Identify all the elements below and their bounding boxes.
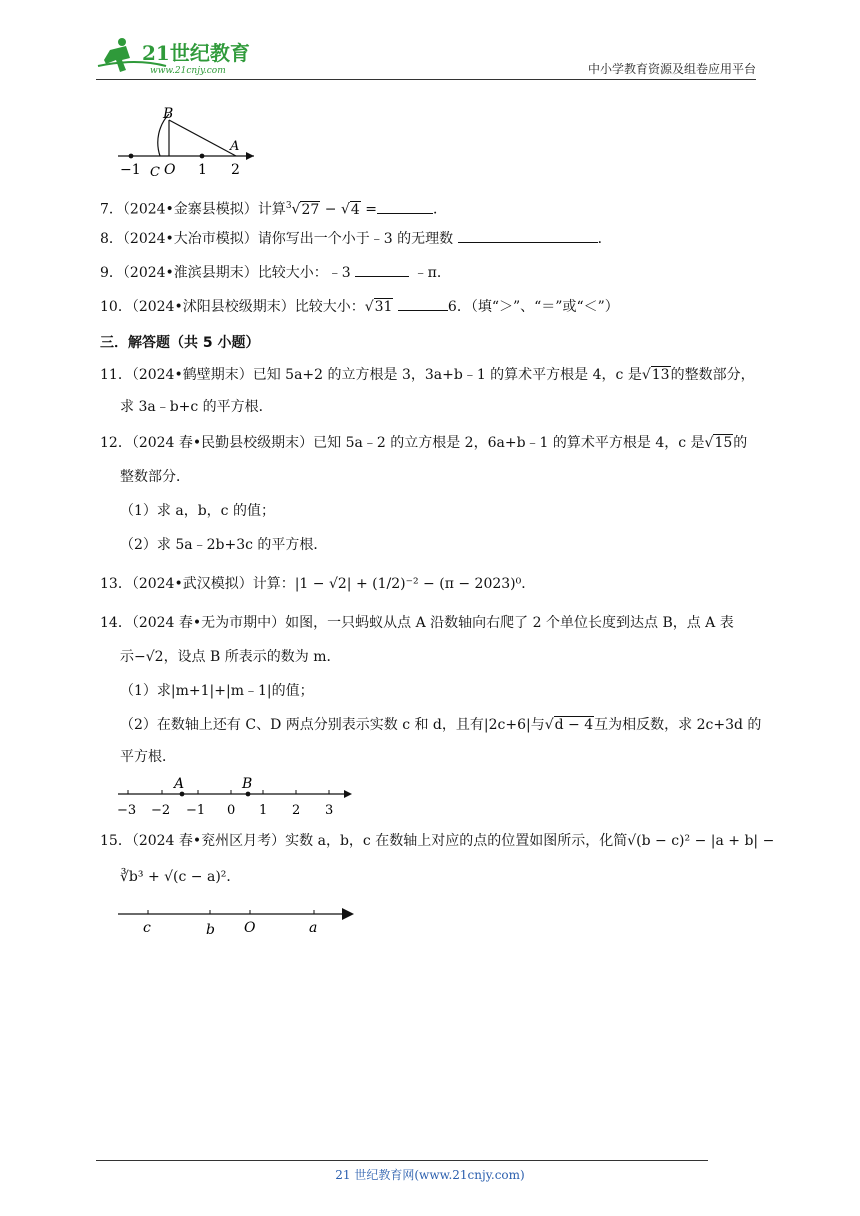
- question-10: 10．（2024•沭阳县校级期末）比较大小：√31 6．（填“＞”、“＝”或“＜”）: [100, 296, 760, 318]
- tick-label: −3: [117, 803, 137, 818]
- label-b: B: [242, 776, 253, 792]
- question-14: 14．（2024 春•无为市期中）如图，一只蚂蚁从点 A 沿数轴向右爬了 2 个单位长度到达点 B，点 A 表: [100, 615, 734, 631]
- point-a: [180, 792, 185, 797]
- label-a: A: [230, 139, 240, 154]
- label-c: C: [150, 165, 160, 178]
- answer-blank[interactable]: [398, 296, 448, 311]
- point-b: [246, 792, 251, 797]
- point-one: [200, 154, 205, 159]
- label-c: c: [143, 920, 151, 936]
- question-14-part2: （2）在数轴上还有 C、D 两点分别表示实数 c 和 d，且有|2c+6|与√d − 4互为相反数，求 2c+3d 的: [120, 717, 762, 733]
- answer-blank[interactable]: [355, 262, 409, 277]
- question-12: 12．（2024 春•民勤县校级期末）已知 5a﹣2 的立方根是 2，6a+b﹣1 的算术平方根是 4，c 是√15的: [100, 435, 748, 451]
- question-9: 9．（2024•淮滨县期末）比较大小：﹣3 ﹣π．: [100, 262, 760, 284]
- label-a: a: [309, 920, 318, 936]
- runner-icon: [104, 38, 130, 72]
- tick-label: 3: [325, 803, 334, 818]
- label-a: A: [174, 776, 185, 792]
- question-8: 8．（2024•大冶市模拟）请你写出一个小于﹣3 的无理数 ．: [100, 228, 760, 250]
- tick-label: 0: [227, 803, 236, 818]
- axis-arrow: [344, 790, 352, 798]
- tick-label-minus-one: −1: [120, 162, 141, 178]
- question-11: 11．（2024•鹤壁期末）已知 5a+2 的立方根是 3，3a+b﹣1 的算术平方根是 4，c 是√13的整数部分，: [100, 367, 755, 383]
- figure-number-line-15: [112, 902, 362, 938]
- point-minus-one: [129, 154, 134, 159]
- question-14-line2: 示−√2，设点 B 所表示的数为 m．: [120, 649, 341, 665]
- logo-url: www.21cnjy.com: [150, 66, 226, 76]
- tick-label-two: 2: [231, 162, 240, 178]
- site-logo: [96, 36, 256, 78]
- footer-text[interactable]: 21 世纪教育网(www.21cnjy.com): [335, 1168, 525, 1182]
- label-o: O: [244, 920, 256, 936]
- tick-label: −2: [151, 803, 171, 818]
- question-13: 13．（2024•武汉模拟）计算：|1 − √2| + (1/2)⁻² − (π − 2023)⁰．: [100, 576, 536, 592]
- question-15: 15．（2024 春•兖州区月考）实数 a，b，c 在数轴上对应的点的位置如图所示，化简√(b − c)² − |a + b| −: [100, 833, 775, 849]
- figure-number-line-14: [112, 774, 362, 818]
- axis-arrow: [246, 152, 254, 160]
- footer-divider: [96, 1160, 708, 1161]
- section-title: 三．解答题（共 5 小题）: [100, 335, 260, 351]
- question-12-part2: （2）求 5a﹣2b+3c 的平方根．: [120, 537, 328, 553]
- tick-label: −1: [186, 803, 206, 818]
- hypotenuse: [169, 120, 236, 156]
- question-12-line2: 整数部分．: [120, 469, 190, 485]
- label-b: b: [206, 922, 215, 938]
- question-15-line2: ∛b³ + √(c − a)²．: [120, 869, 241, 885]
- label-b: B: [163, 106, 174, 122]
- header-divider: [96, 79, 756, 80]
- figure-number-line-arc: [112, 104, 272, 178]
- question-14-part1: （1）求|m+1|+|m﹣1|的值；: [120, 683, 314, 699]
- label-o: O: [164, 162, 176, 178]
- tick-label-one: 1: [198, 162, 207, 178]
- platform-name: 中小学教育资源及组卷应用平台: [587, 62, 756, 76]
- question-7: 7．（2024•金寨县模拟）计算$^3$√27 − √4 = ．: [100, 195, 760, 221]
- question-14-part2-line2: 平方根．: [120, 749, 176, 765]
- axis-arrow: [342, 908, 354, 920]
- tick-label: 1: [259, 803, 268, 818]
- tick-label: 2: [292, 803, 301, 818]
- answer-blank[interactable]: [377, 199, 433, 214]
- answer-blank[interactable]: [458, 228, 598, 243]
- question-12-part1: （1）求 a，b，c 的值；: [120, 503, 275, 519]
- logo-text: 21世纪教育: [142, 41, 250, 65]
- question-11-line2: 求 3a﹣b+c 的平方根．: [120, 399, 273, 415]
